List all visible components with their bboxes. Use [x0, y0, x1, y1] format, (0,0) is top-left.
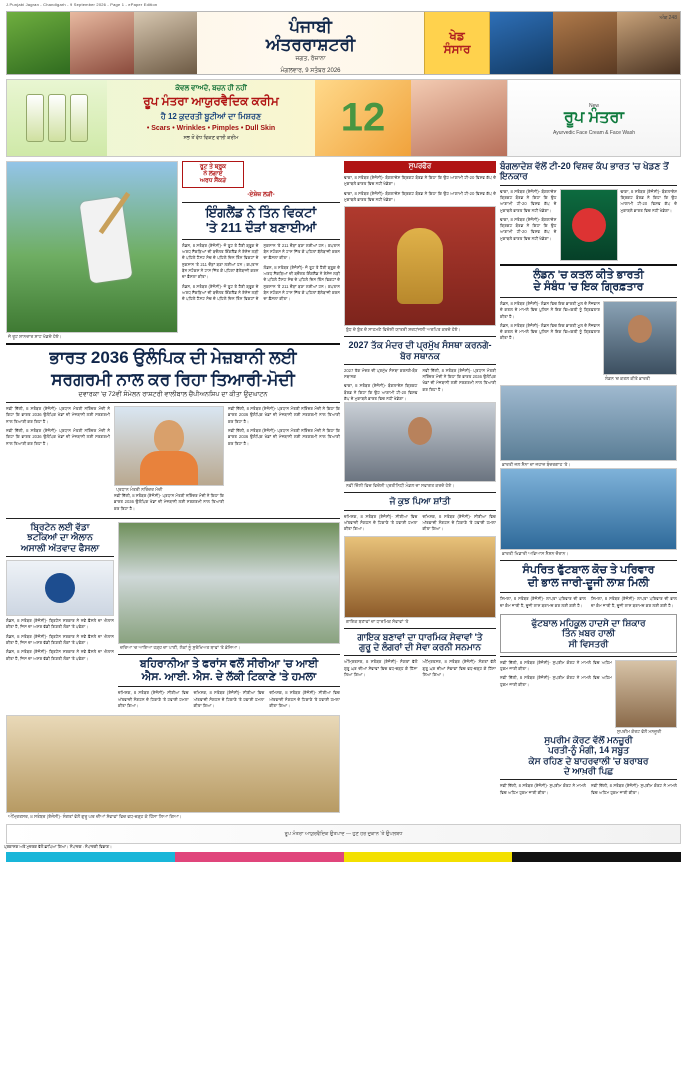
isi-side-para-2: ਦਮਿਸ਼ਕ, 8 ਸਤੰਬਰ (ਏਜੰਸੀ)- ਸੀਰੀਆ ਵਿਚ ਅੱਤਵਾਦੀ ਸੰਗਠਨ ਦੇ ਟਿਕਾਣੇ 'ਤੇ ਹਵਾਈ ਹਮਲਾ ਕੀਤਾ ਗਿਆ।	[422, 513, 496, 532]
main-headline-2[interactable]: ਸਰਗਰਮੀ ਨਾਲ ਕਰ ਰਿਹਾ ਤਿਆਰੀ-ਮੋਦੀ	[51, 369, 295, 389]
family-sub-1: ਫੁੱਟਬਾਲ ਮਹਿਕੂਲ ਹਾਦਸੇ ਦਾ ਸ਼ਿਕਾਰ	[531, 617, 646, 628]
britain-headline-2[interactable]: ਝਟਕਿਆਂ ਦਾ ਐਲਾਨ	[27, 532, 93, 543]
isi-side-para-1: ਦਮਿਸ਼ਕ, 8 ਸਤੰਬਰ (ਏਜੰਸੀ)- ਸੀਰੀਆ ਵਿਚ ਅੱਤਵਾਦੀ ਸੰਗਠਨ ਦੇ ਟਿਕਾਣੇ 'ਤੇ ਹਵਾਈ ਹਮਲਾ ਕੀਤਾ ਗਿਆ।	[344, 513, 418, 532]
tube-2	[48, 94, 66, 142]
bangladesh-headline[interactable]: ਬੰਗਲਾਦੇਸ਼ ਵੱਲੋਂ ਟੀ-20 ਵਿਸ਼ਵ ਕੱਪ ਭਾਰਤ 'ਚ ਖੇਡਣ ਤੋਂ ਇਨਕਾਰ	[500, 161, 669, 182]
river-block	[118, 522, 340, 712]
lead-sport-kicker: -ਏਸ਼ੇਜ਼ ਲੜੀ-	[247, 192, 275, 198]
official-portrait-photo	[344, 402, 496, 482]
official-head-shape	[408, 417, 432, 445]
britain-para-2: ਲੰਡਨ, 8 ਸਤੰਬਰ (ਏਜੰਸੀ)- ਬ੍ਰਿਟੇਨ ਸਰਕਾਰ ਨੇ ਨਵੇਂ ਫ਼ੈਸਲੇ ਦਾ ਐਲਾਨ ਕੀਤਾ ਹੈ, ਜਿਸ ਦਾ ਅਸਰ ਵੱਡੀ ਗਿਣਤੀ ਲੋਕਾਂ 'ਤੇ ਪਵੇਗਾ।	[6, 633, 114, 645]
modi-photo	[114, 406, 224, 486]
buddha-para-2: ਢਾਕਾ, 8 ਸਤੰਬਰ (ਏਜੰਸੀ)- ਬੰਗਲਾਦੇਸ਼ ਕ੍ਰਿਕਟ ਬੋਰਡ ਨੇ ਕਿਹਾ ਕਿ ਉਹ ਆਗਾਮੀ ਟੀ-20 ਵਿਸ਼ਵ ਕੱਪ ਦੇ ਮੁਕਾਬਲੇ ਭਾਰਤ ਵਿਚ ਨਹੀਂ ਖੇਡੇਗਾ।	[344, 383, 418, 402]
ad-herbs-image	[315, 80, 411, 156]
lead-sport-tag	[182, 161, 244, 188]
gurudwara-body	[344, 659, 496, 681]
modi-body-shape	[140, 451, 198, 485]
bangladesh-body-wrap	[500, 189, 677, 261]
fam-para-2: ਸ਼ਿਮਲਾ, 8 ਸਤੰਬਰ (ਏਜੰਸੀ)- ਲਾਪਤਾ ਪਰਿਵਾਰ ਦੀ ਭਾਲ ਦਾ ਕੰਮ ਜਾਰੀ ਹੈ, ਦੂਜੀ ਲਾਸ਼ ਬਰਾਮਦ ਕਰ ਲਈ ਗਈ ਹੈ।	[591, 596, 677, 608]
main-para-4: ਨਵੀਂ ਦਿੱਲੀ, 8 ਸਤੰਬਰ (ਏਜੰਸੀ)- ਪ੍ਰਧਾਨ ਮੰਤਰੀ ਨਰਿੰਦਰ ਮੋਦੀ ਨੇ ਕਿਹਾ ਕਿ ਭਾਰਤ 2036 ਉਲੰਪਿਕ ਖੇਡਾਂ ਦੀ ਮੇਜ਼ਬਾਨੀ ਲਈ ਸਰਗਰਮੀ ਨਾਲ ਤਿਆਰੀ ਕਰ ਰਿਹਾ ਹੈ।	[228, 406, 340, 424]
ad-copy	[107, 80, 315, 156]
logo-circle-icon	[45, 573, 75, 603]
ld-para-1: ਲੰਡਨ, 8 ਸਤੰਬਰ (ਏਜੰਸੀ)- ਲੰਡਨ ਵਿਚ ਇਕ ਭਾਰਤੀ ਮੂਲ ਦੇ ਨੌਜਵਾਨ ਦੇ ਕਤਲ ਦੇ ਮਾਮਲੇ ਵਿਚ ਪੁਲਿਸ ਨੇ ਇਕ ਵਿਅਕਤੀ ਨੂੰ ਗ੍ਰਿਫ਼ਤਾਰ ਕੀਤਾ ਹੈ।	[500, 300, 600, 319]
top-advertisement[interactable]	[6, 79, 681, 157]
ld-para-2: ਲੰਡਨ, 8 ਸਤੰਬਰ (ਏਜੰਸੀ)- ਲੰਡਨ ਵਿਚ ਇਕ ਭਾਰਤੀ ਮੂਲ ਦੇ ਨੌਜਵਾਨ ਦੇ ਕਤਲ ਦੇ ਮਾਮਲੇ ਵਿਚ ਪੁਲਿਸ ਨੇ ਇਕ ਵਿਅਕਤੀ ਨੂੰ ਗ੍ਰਿਫ਼ਤਾਰ ਕੀਤਾ ਹੈ।	[500, 322, 600, 341]
masthead	[6, 11, 681, 75]
sikh-leaders-caption: ਗਾਇਕ ਬਣਾਵਾਂ ਦਾ ਧਾਰਮਿਕ ਸੇਵਾਵਾਂ 'ਤੇ	[346, 618, 409, 624]
navy-ship-caption: ਭਾਰਤੀ ਜਲ ਸੈਨਾ ਦਾ ਜਹਾਜ਼ ਬੰਦਰਗਾਹ 'ਤੇ।	[502, 461, 571, 467]
bd-para-2: ਢਾਕਾ, 8 ਸਤੰਬਰ (ਏਜੰਸੀ)- ਬੰਗਲਾਦੇਸ਼ ਕ੍ਰਿਕਟ ਬੋਰਡ ਨੇ ਕਿਹਾ ਕਿ ਉਹ ਆਗਾਮੀ ਟੀ-20 ਵਿਸ਼ਵ ਕੱਪ ਦੇ ਮੁਕਾਬਲੇ ਭਾਰਤ ਵਿਚ ਨਹੀਂ ਖੇਡੇਗਾ।	[500, 216, 557, 241]
bottom-right-headline-4[interactable]: ਦੇ ਆਖ਼ਰੀ ਪਿਛ	[563, 765, 614, 776]
color-registration-bar	[6, 852, 681, 862]
masthead-date: ਮੰਗਲਵਾਰ, 9 ਸਤੰਬਰ 2026	[280, 67, 341, 74]
bottom-right-photo-wrap	[615, 660, 677, 735]
sikh-leaders-photo	[344, 536, 496, 618]
cricket-photo-caption: ਜੋ ਰੂਟ ਸ਼ਾਨਦਾਰ ਸ਼ਾਟ ਖੇਡਦੇ ਹੋਏ।	[8, 334, 62, 339]
khed-line1: ਖੇਡ	[449, 28, 465, 43]
tag-line-2: ਨੇ ਲਗਾਏ	[203, 171, 223, 177]
family-headline-2[interactable]: ਦੀ ਭਾਲ ਜਾਰੀ-ਦੂਜੀ ਲਾਸ਼ ਮਿਲੀ	[527, 576, 650, 589]
britain-headline-3[interactable]: ਅਸਾਲੀ ਅੱਤਵਾਦ ਫੈਸਲਾ	[20, 542, 100, 553]
family-sub-3: ਸੀ ਵਿਸਤਰੀ	[568, 638, 609, 649]
buddha-figure	[397, 228, 443, 304]
buddha-statue-photo	[344, 206, 496, 326]
sports-strip-badge-1: ਸੁਪਰਫੋਰ	[408, 163, 432, 170]
court-portrait-photo	[615, 660, 677, 728]
bottom-right-body	[500, 660, 612, 735]
bottom-right-headline-3[interactable]: ਕੇਸ ਰਹਿਣ ਦੇ ਬਾਹਰਵਾਲੀ 'ਚ ਬਰਾਬਰ	[528, 755, 649, 766]
bottom-right-headline-1[interactable]: ਸੁਪਰੀਮ ਕੋਰਟ ਵੱਲੋਂ ਮਨਜ਼ੂਰੀ	[544, 734, 633, 745]
family-sub-2: ਤਿੰਨ ਖ਼ਬਰ ਹਾਲੀ	[561, 628, 616, 639]
buddha-headline[interactable]: 2027 ਤੱਕ ਮੰਦਰ ਦੀ ਪ੍ਰਮੁੱਖ ਸੰਸਥਾ ਕਰਨਗੇ-ਬੋਰ ਸਥਾਨਕ	[348, 340, 492, 361]
bangladesh-text	[500, 161, 677, 182]
br-para-1: ਨਵੀਂ ਦਿੱਲੀ, 8 ਸਤੰਬਰ (ਏਜੰਸੀ)- ਸੁਪਰੀਮ ਕੋਰਟ ਨੇ ਮਾਮਲੇ ਵਿਚ ਅਹਿਮ ਹੁਕਮ ਜਾਰੀ ਕੀਤਾ।	[500, 659, 612, 672]
masthead-photo-4	[490, 12, 553, 74]
main-para-5: ਨਵੀਂ ਦਿੱਲੀ, 8 ਸਤੰਬਰ (ਏਜੰਸੀ)- ਪ੍ਰਧਾਨ ਮੰਤਰੀ ਨਰਿੰਦਰ ਮੋਦੀ ਨੇ ਕਿਹਾ ਕਿ ਭਾਰਤ 2036 ਉਲੰਪਿਕ ਖੇਡਾਂ ਦੀ ਮੇਜ਼ਬਾਨੀ ਲਈ ਸਰਗਰਮੀ ਨਾਲ ਤਿਆਰੀ ਕਰ ਰਿਹਾ ਹੈ।	[228, 427, 340, 446]
tag-line-3: ਅਰਧ ਸੈਂਕੜੇ	[199, 178, 227, 184]
modi-head-shape	[154, 420, 184, 454]
lead-sport-photo-wrap	[6, 161, 178, 340]
bangladesh-flag-icon	[572, 208, 606, 242]
isi-headline-1[interactable]: ਬਹਿਰਾਨੀਆ ਤੇ ਫਰਾਂਸ ਵਲੋਂ ਸੀਰੀਆ 'ਚ ਆਈ	[139, 657, 319, 670]
lead-sport-headline-1[interactable]: ਇੰਗਲੈਂਡ ਨੇ ਤਿੰਨ ਵਿਕਟਾਂ	[205, 205, 317, 220]
main-body-col-3	[228, 406, 340, 515]
bangladesh-body-col2	[621, 189, 678, 261]
color-bar-cyan	[6, 852, 175, 862]
ad-line-2: ਰੂਪ ਮੰਤਰਾ ਆਯੁਰਵੈਦਿਕ ਕਰੀਮ	[143, 94, 279, 108]
buddha-para-1: 2027 ਤੱਕ ਮੰਦਰ ਦੀ ਪ੍ਰਮੁੱਖ ਸੰਸਥਾ ਕਰਨਗੇ-ਬੋਰ ਸਥਾਨਕ	[344, 367, 418, 380]
lead-sport-para-3: ਲੰਡਨ, 8 ਸਤੰਬਰ (ਏਜੰਸੀ)- ਜੋ ਰੂਟ ਤੇ ਹੈਰੀ ਬ੍ਰੂਕ ਦੇ ਅਰਧ ਸੈਂਕੜਿਆਂ ਦੀ ਬਦੌਲਤ ਇੰਗਲੈਂਡ ਨੇ ਏਸ਼ੇਜ਼ ਲੜੀ ਦੇ ਪਹਿਲੇ ਟੈਸਟ ਮੈਚ ਦੇ ਪਹਿਲੇ ਦਿਨ ਤਿੰਨ ਵਿਕਟਾਂ ਦੇ ਨੁਕਸਾਨ 'ਤੇ 211 ਦੌੜਾਂ ਬਣਾ ਲਈਆਂ ਹਨ। ਕਪਤਾਨ ਬੇਨ ਸਟੋਕਸ ਨੇ ਟਾਸ ਜਿੱਤ ਕੇ ਪਹਿਲਾਂ ਬੱਲੇਬਾਜ਼ੀ ਕਰਨ ਦਾ ਫ਼ੈਸਲਾ ਕੀਤਾ।	[263, 264, 341, 302]
isi-para-1: ਦਮਿਸ਼ਕ, 8 ਸਤੰਬਰ (ਏਜੰਸੀ)- ਸੀਰੀਆ ਵਿਚ ਅੱਤਵਾਦੀ ਸੰਗਠਨ ਦੇ ਟਿਕਾਣੇ 'ਤੇ ਹਵਾਈ ਹਮਲਾ ਕੀਤਾ ਗਿਆ।	[118, 690, 189, 708]
bd-para-3: ਢਾਕਾ, 8 ਸਤੰਬਰ (ਏਜੰਸੀ)- ਬੰਗਲਾਦੇਸ਼ ਕ੍ਰਿਕਟ ਬੋਰਡ ਨੇ ਕਿਹਾ ਕਿ ਉਹ ਆਗਾਮੀ ਟੀ-20 ਵਿਸ਼ਵ ਕੱਪ ਦੇ ਮੁਕਾਬਲੇ ਭਾਰਤ ਵਿਚ ਨਹੀਂ ਖੇਡੇਗਾ।	[620, 188, 677, 213]
sports-strip-banner	[344, 161, 496, 173]
sports-strip-para-1: ਢਾਕਾ, 8 ਸਤੰਬਰ (ਏਜੰਸੀ)- ਬੰਗਲਾਦੇਸ਼ ਕ੍ਰਿਕਟ ਬੋਰਡ ਨੇ ਕਿਹਾ ਕਿ ਉਹ ਆਗਾਮੀ ਟੀ-20 ਵਿਸ਼ਵ ਕੱਪ ਦੇ ਮੁਕਾਬਲੇ ਭਾਰਤ ਵਿਚ ਨਹੀਂ ਖੇਡੇਗਾ।	[344, 175, 496, 187]
lead-sport-body	[182, 243, 340, 304]
masthead-left-photos	[7, 12, 197, 74]
suspect-photo	[603, 301, 677, 375]
isi-body	[118, 690, 340, 712]
masthead-photo-1	[7, 12, 70, 74]
court-portrait-caption: ਸੁਪਰੀਮ ਕੋਰਟ ਵੱਲੋਂ ਮਨਜ਼ੂਰੀ	[617, 728, 662, 734]
fam-para-1: ਸ਼ਿਮਲਾ, 8 ਸਤੰਬਰ (ਏਜੰਸੀ)- ਲਾਪਤਾ ਪਰਿਵਾਰ ਦੀ ਭਾਲ ਦਾ ਕੰਮ ਜਾਰੀ ਹੈ, ਦੂਜੀ ਲਾਸ਼ ਬਰਾਮਦ ਕਰ ਲਈ ਗਈ ਹੈ।	[500, 596, 586, 608]
color-bar-magenta	[175, 852, 344, 862]
ad-number-badge: 12	[340, 95, 386, 140]
bd-para-1: ਢਾਕਾ, 8 ਸਤੰਬਰ (ਏਜੰਸੀ)- ਬੰਗਲਾਦੇਸ਼ ਕ੍ਰਿਕਟ ਬੋਰਡ ਨੇ ਕਿਹਾ ਕਿ ਉਹ ਆਗਾਮੀ ਟੀ-20 ਵਿਸ਼ਵ ਕੱਪ ਦੇ ਮੁਕਾਬਲੇ ਭਾਰਤ ਵਿਚ ਨਹੀਂ ਖੇਡੇਗਾ।	[500, 188, 557, 213]
gurudwara-para-2: ਅੰਮ੍ਰਿਤਸਰ, 8 ਸਤੰਬਰ (ਏਜੰਸੀ)- ਸੰਗਤਾਂ ਵੱਲੋਂ ਗੁਰੂ ਘਰ ਦੀਆਂ ਸੇਵਾਵਾਂ ਵਿਚ ਵਧ-ਚੜ੍ਹ ਕੇ ਹਿੱਸਾ ਲਿਆ ਗਿਆ।	[422, 659, 496, 677]
london-body-col1	[500, 301, 600, 382]
masthead-photo-2	[70, 12, 133, 74]
ad-brand-name: ਰੂਪ ਮੰਤਰਾ	[564, 109, 624, 126]
color-bar-yellow	[344, 852, 513, 862]
britain-headline-1[interactable]: ਬ੍ਰਿਟੇਨ ਲਈ ਵੱਡਾ	[30, 521, 90, 532]
london-body-wrap	[500, 301, 677, 382]
river-photo-caption: ਦਰਿਆ 'ਚ ਆਇਆ ਹੜ੍ਹ ਦਾ ਪਾਣੀ, ਲੋਕਾਂ ਨੂੰ ਸੁਰੱਖਿਅਤ ਥਾਵਾਂ 'ਤੇ ਭੇਜਿਆ।	[120, 644, 241, 650]
org-logo-photo	[6, 560, 114, 616]
bottom-right-block	[500, 660, 677, 735]
lead-sport-headline-2[interactable]: 'ਤੇ 211 ਦੌੜਾਂ ਬਣਾਈਆਂ	[205, 219, 317, 235]
britain-story	[6, 522, 114, 712]
tube-3	[70, 94, 88, 142]
gurudwara-headline-1[interactable]: ਗਾਇਕ ਬਣਾਵਾਂ ਦਾ ਧਾਰਮਿਕ ਸੇਵਾਵਾਂ 'ਤੇ	[357, 631, 483, 642]
bangladesh-crest-photo	[560, 189, 618, 261]
br-para-2: ਨਵੀਂ ਦਿੱਲੀ, 8 ਸਤੰਬਰ (ਏਜੰਸੀ)- ਸੁਪਰੀਮ ਕੋਰਟ ਨੇ ਮਾਮਲੇ ਵਿਚ ਅਹਿਮ ਹੁਕਮ ਜਾਰੀ ਕੀਤਾ।	[500, 675, 612, 687]
suspect-head-shape	[628, 315, 652, 343]
lead-sport-text	[182, 161, 340, 340]
br-para-3: ਨਵੀਂ ਦਿੱਲੀ, 8 ਸਤੰਬਰ (ਏਜੰਸੀ)- ਸੁਪਰੀਮ ਕੋਰਟ ਨੇ ਮਾਮਲੇ ਵਿਚ ਅਹਿਮ ਹੁਕਮ ਜਾਰੀ ਕੀਤਾ।	[500, 783, 586, 795]
ad-brand-subtitle: Ayurvedic Face Cream & Face Wash	[553, 130, 635, 136]
ad-brand-block	[507, 80, 680, 156]
masthead-title-line2: ਅੰਤਰਰਾਸ਼ਟਰੀ	[265, 34, 356, 54]
tube-1	[26, 94, 44, 142]
modi-photo-caption: ਪ੍ਰਧਾਨ ਮੰਤਰੀ ਨਰਿੰਦਰ ਮੋਦੀ	[116, 487, 163, 493]
britain-body	[6, 618, 114, 662]
tag-line-1: ਰੂਟ ਤੇ ਬ੍ਰੂਕ	[199, 164, 227, 170]
lead-sport-block	[6, 161, 340, 340]
suspect-photo-caption: ਲੰਡਨ 'ਚ ਕਤਲ ਕੀਤੇ ਭਾਰਤੀ	[605, 375, 651, 381]
main-para-3: ਨਵੀਂ ਦਿੱਲੀ, 8 ਸਤੰਬਰ (ਏਜੰਸੀ)- ਪ੍ਰਧਾਨ ਮੰਤਰੀ ਨਰਿੰਦਰ ਮੋਦੀ ਨੇ ਕਿਹਾ ਕਿ ਭਾਰਤ 2036 ਉਲੰਪਿਕ ਖੇਡਾਂ ਦੀ ਮੇਜ਼ਬਾਨੀ ਲਈ ਸਰਗਰਮੀ ਨਾਲ ਤਿਆਰੀ ਕਰ ਰਿਹਾ ਹੈ।	[114, 493, 224, 511]
lead-sport-para-1: ਲੰਡਨ, 8 ਸਤੰਬਰ (ਏਜੰਸੀ)- ਜੋ ਰੂਟ ਤੇ ਹੈਰੀ ਬ੍ਰੂਕ ਦੇ ਅਰਧ ਸੈਂਕੜਿਆਂ ਦੀ ਬਦੌਲਤ ਇੰਗਲੈਂਡ ਨੇ ਏਸ਼ੇਜ਼ ਲੜੀ ਦੇ ਪਹਿਲੇ ਟੈਸਟ ਮੈਚ ਦੇ ਪਹਿਲੇ ਦਿਨ ਤਿੰਨ ਵਿਕਟਾਂ ਦੇ ਨੁਕਸਾਨ 'ਤੇ 211 ਦੌੜਾਂ ਬਣਾ ਲਈਆਂ ਹਨ। ਕਪਤਾਨ ਬੇਨ ਸਟੋਕਸ ਨੇ ਟਾਸ ਜਿੱਤ ਕੇ ਪਹਿਲਾਂ ਬੱਲੇਬਾਜ਼ੀ ਕਰਨ ਦਾ ਫ਼ੈਸਲਾ ਕੀਤਾ।	[182, 242, 259, 280]
cheque-presentation-photo	[6, 715, 340, 813]
navy-ship-photo	[500, 385, 677, 461]
masthead-right-photos	[490, 12, 680, 74]
epaper-micro-header: J.Punjabi Jagran - Chandigarh - 9 September 2026 - Page 1 - ePaper Edition	[6, 2, 158, 7]
main-story	[6, 348, 340, 515]
isi-para-2: ਦਮਿਸ਼ਕ, 8 ਸਤੰਬਰ (ਏਜੰਸੀ)- ਸੀਰੀਆ ਵਿਚ ਅੱਤਵਾਦੀ ਸੰਗਠਨ ਦੇ ਟਿਕਾਣੇ 'ਤੇ ਹਵਾਈ ਹਮਲਾ ਕੀਤਾ ਗਿਆ।	[193, 690, 265, 708]
cricketer-caption: ਭਾਰਤੀ ਖਿਡਾਰੀ ਅਭਿਆਸ ਸੈਸ਼ਨ ਦੌਰਾਨ।	[502, 550, 569, 556]
cricket-photo	[6, 161, 178, 333]
isi-headline-2[interactable]: ਐਸ. ਆਈ. ਐਸ. ਦੇ ਲੱਕੀ ਟਿਕਾਣੇ 'ਤੇ ਹਮਲਾ	[141, 670, 317, 683]
masthead-edition-note: ਅੰਕ 248	[659, 15, 677, 21]
masthead-photo-5	[553, 12, 616, 74]
color-bar-black	[512, 852, 681, 862]
main-subhead: ਦਵਾਰਕਾ 'ਚ 72ਵੀਂ ਸੰਮੇਲਨ ਰਾਸ਼ਟਰੀ ਵਾਲੀਬਾਲ ਚੈਂਪੀਅਨਸ਼ਿਪ ਦਾ ਕੀਤਾ ਉਦਘਾਟਨ	[78, 391, 268, 399]
bangladesh-body-col1	[500, 189, 557, 261]
isi-side-body	[344, 514, 496, 536]
buddha-para-3: ਨਵੀਂ ਦਿੱਲੀ, 8 ਸਤੰਬਰ (ਏਜੰਸੀ)- ਪ੍ਰਧਾਨ ਮੰਤਰੀ ਨਰਿੰਦਰ ਮੋਦੀ ਨੇ ਕਿਹਾ ਕਿ ਭਾਰਤ 2036 ਉਲੰਪਿਕ ਖੇਡਾਂ ਦੀ ਮੇਜ਼ਬਾਨੀ ਲਈ ਸਰਗਰਮੀ ਨਾਲ ਤਿਆਰੀ ਕਰ ਰਿਹਾ ਹੈ।	[422, 367, 496, 392]
gurudwara-para-1: ਅੰਮ੍ਰਿਤਸਰ, 8 ਸਤੰਬਰ (ਏਜੰਸੀ)- ਸੰਗਤਾਂ ਵੱਲੋਂ ਗੁਰੂ ਘਰ ਦੀਆਂ ਸੇਵਾਵਾਂ ਵਿਚ ਵਧ-ਚੜ੍ਹ ਕੇ ਹਿੱਸਾ ਲਿਆ ਗਿਆ।	[344, 659, 418, 677]
column-left	[6, 161, 340, 820]
ad-line-5: ਸਭ ਤੋਂ ਵੱਧ ਵਿਕਣ ਵਾਲੀ ਕਰੀਮ	[183, 134, 239, 141]
family-body	[500, 596, 677, 612]
ad-line-4: • Scars • Wrinkles • Pimples • Dull Skin	[146, 124, 276, 132]
masthead-title-line1: ਪੰਜਾਬੀ	[289, 17, 332, 36]
bottom-right-body-2	[500, 783, 677, 799]
family-subbox	[500, 614, 677, 653]
ad-line-1: ਕੇਵਲ ਵਾਅਦੇ, ਬਚਨ ਹੀ ਨਹੀਂ	[175, 85, 247, 92]
isi-para-3: ਦਮਿਸ਼ਕ, 8 ਸਤੰਬਰ (ਏਜੰਸੀ)- ਸੀਰੀਆ ਵਿਚ ਅੱਤਵਾਦੀ ਸੰਗਠਨ ਦੇ ਟਿਕਾਣੇ 'ਤੇ ਹਵਾਈ ਹਮਲਾ ਕੀਤਾ ਗਿਆ।	[269, 690, 340, 708]
masthead-center	[197, 12, 424, 74]
batsman-figure	[80, 197, 133, 284]
buddha-photo-caption: ਬੁੱਧ ਦੇ ਬੁੱਤ ਦੇ ਸਾਹਮਣੇ ਵਿਦੇਸ਼ੀ ਯਾਤਰੀ ਸ਼ਰਧਾਂਜਲੀ ਅਰਪਿਤ ਕਰਦੇ ਹੋਏ।	[346, 327, 461, 333]
london-headline-2[interactable]: ਦੇ ਸੰਬੰਧ 'ਚ ਇਕ ਗ੍ਰਿਫ਼ਤਾਰ	[533, 281, 644, 294]
britain-para-1: ਲੰਡਨ, 8 ਸਤੰਬਰ (ਏਜੰਸੀ)- ਬ੍ਰਿਟੇਨ ਸਰਕਾਰ ਨੇ ਨਵੇਂ ਫ਼ੈਸਲੇ ਦਾ ਐਲਾਨ ਕੀਤਾ ਹੈ, ਜਿਸ ਦਾ ਅਸਰ ਵੱਡੀ ਗਿਣਤੀ ਲੋਕਾਂ 'ਤੇ ਪਵੇਗਾ।	[6, 618, 114, 630]
cricketer-photo	[500, 468, 677, 550]
sports-section-flag	[424, 12, 490, 74]
bangladesh-block	[500, 161, 677, 182]
main-para-2: ਨਵੀਂ ਦਿੱਲੀ, 8 ਸਤੰਬਰ (ਏਜੰਸੀ)- ਪ੍ਰਧਾਨ ਮੰਤਰੀ ਨਰਿੰਦਰ ਮੋਦੀ ਨੇ ਕਿਹਾ ਕਿ ਭਾਰਤ 2036 ਉਲੰਪਿਕ ਖੇਡਾਂ ਦੀ ਮੇਜ਼ਬਾਨੀ ਲਈ ਸਰਗਰਮੀ ਨਾਲ ਤਿਆਰੀ ਕਰ ਰਿਹਾ ਹੈ।	[6, 427, 110, 446]
sports-strip-intro	[344, 175, 496, 203]
isi-side-headline[interactable]: ਜੋ ਕੁਝ ਪਿਆ ਸ਼ਾਂਤੀ	[389, 496, 451, 507]
britain-para-3: ਲੰਡਨ, 8 ਸਤੰਬਰ (ਏਜੰਸੀ)- ਬ੍ਰਿਟੇਨ ਸਰਕਾਰ ਨੇ ਨਵੇਂ ਫ਼ੈਸਲੇ ਦਾ ਐਲਾਨ ਕੀਤਾ ਹੈ, ਜਿਸ ਦਾ ਅਸਰ ਵੱਡੀ ਗਿਣਤੀ ਲੋਕਾਂ 'ਤੇ ਪਵੇਗਾ।	[6, 649, 114, 661]
london-photo-wrap	[603, 301, 677, 382]
gurudwara-headline-2[interactable]: ਗੁਰੂ ਦੇ ਲੰਗਰਾਂ ਦੀ ਸੇਵਾ ਕਰਨੀ ਸਨਮਾਨ	[359, 641, 481, 652]
main-headline-1[interactable]: ਭਾਰਤ 2036 ਉਲੰਪਿਕ ਦੀ ਮੇਜ਼ਬਾਨੀ ਲਈ	[49, 348, 297, 367]
main-story-body-wrap	[6, 406, 340, 515]
ad-line-3: ਹੈ 12 ਕੁਦਰਤੀ ਬੂਟੀਆਂ ਦਾ ਮਿਸ਼ਰਣ	[160, 111, 262, 121]
column-middle	[344, 161, 496, 820]
modi-photo-wrap	[114, 406, 224, 515]
bottom-advertisement[interactable]: ਰੂਪ ਮੰਤਰਾ ਆਯੁਰਵੈਦਿਕ ਉਤਪਾਦ — ਹੁਣ ਹਰ ਦੁਕਾਨ 'ਤੇ ਉਪਲਬਧ	[6, 824, 681, 844]
sports-strip-para-2: ਢਾਕਾ, 8 ਸਤੰਬਰ (ਏਜੰਸੀ)- ਬੰਗਲਾਦੇਸ਼ ਕ੍ਰਿਕਟ ਬੋਰਡ ਨੇ ਕਿਹਾ ਕਿ ਉਹ ਆਗਾਮੀ ਟੀ-20 ਵਿਸ਼ਵ ਕੱਪ ਦੇ ਮੁਕਾਬਲੇ ਭਾਰਤ ਵਿਚ ਨਹੀਂ ਖੇਡੇਗਾ।	[344, 190, 496, 202]
official-photo-caption: ਨਵੀਂ ਦਿੱਲੀ ਵਿਚ ਵਿਦੇਸ਼ੀ ਪ੍ਰਤੀਨਿਧੀ ਮੰਡਲ ਦਾ ਸਵਾਗਤ ਕਰਦੇ ਹੋਏ।	[346, 483, 455, 489]
ad-brand-tag: New	[588, 103, 599, 109]
river-flood-photo	[118, 522, 340, 644]
footer-note: ਪ੍ਰਕਾਸ਼ਕ ਅਤੇ ਮੁਦਰਕ ਵੱਲੋਂ ਛਾਪਿਆ ਗਿਆ। ਸੰਪਾਦਕ : ਸੰਪਾਦਕੀ ਵਿਭਾਗ।	[4, 844, 112, 850]
masthead-photo-3	[134, 12, 197, 74]
london-headline-1[interactable]: ਲੰਡਨ 'ਚ ਕਤਲ ਕੀਤੇ ਭਾਰਤੀ	[533, 268, 644, 281]
bottom-right-headline-2[interactable]: ਪਰਤੀ-ਨੂੰ ਮੰਗੀ, 14 ਸਬੂਤ	[548, 745, 629, 756]
lead-sport-para-2: ਲੰਡਨ, 8 ਸਤੰਬਰ (ਏਜੰਸੀ)- ਜੋ ਰੂਟ ਤੇ ਹੈਰੀ ਬ੍ਰੂਕ ਦੇ ਅਰਧ ਸੈਂਕੜਿਆਂ ਦੀ ਬਦੌਲਤ ਇੰਗਲੈਂਡ ਨੇ ਏਸ਼ੇਜ਼ ਲੜੀ ਦੇ ਪਹਿਲੇ ਟੈਸਟ ਮੈਚ ਦੇ ਪਹਿਲੇ ਦਿਨ ਤਿੰਨ ਵਿਕਟਾਂ ਦੇ ਨੁਕਸਾਨ 'ਤੇ 211 ਦੌੜਾਂ ਬਣਾ ਲਈਆਂ ਹਨ। ਕਪਤਾਨ ਬੇਨ ਸਟੋਕਸ ਨੇ ਟਾਸ ਜਿੱਤ ਕੇ ਪਹਿਲਾਂ ਬੱਲੇਬਾਜ਼ੀ ਕਰਨ ਦਾ ਫ਼ੈਸਲਾ ਕੀਤਾ।	[182, 242, 341, 302]
masthead-photo-6	[617, 12, 680, 74]
main-para-1: ਨਵੀਂ ਦਿੱਲੀ, 8 ਸਤੰਬਰ (ਏਜੰਸੀ)- ਪ੍ਰਧਾਨ ਮੰਤਰੀ ਨਰਿੰਦਰ ਮੋਦੀ ਨੇ ਕਿਹਾ ਕਿ ਭਾਰਤ 2036 ਉਲੰਪਿਕ ਖੇਡਾਂ ਦੀ ਮੇਜ਼ਬਾਨੀ ਲਈ ਸਰਗਰਮੀ ਨਾਲ ਤਿਆਰੀ ਕਰ ਰਿਹਾ ਹੈ।	[6, 406, 110, 424]
buddha-body	[344, 368, 496, 402]
left-lower-block	[6, 522, 340, 712]
masthead-subtitle: ਜਗਤ, ਰੋਜ਼ਾਨਾ	[295, 55, 326, 62]
khed-line2: ਸੰਸਾਰ	[443, 42, 471, 56]
family-headline-1[interactable]: ਸੰਪਰਿਤ ਫੁੱਟਬਾਲ ਕੋਚ ਤੇ ਪਰਿਵਾਰ	[522, 563, 655, 576]
main-body-col-2b	[114, 493, 224, 512]
page-body	[6, 161, 681, 820]
column-right	[500, 161, 677, 820]
ad-model-photo	[411, 80, 507, 156]
br-para-4: ਨਵੀਂ ਦਿੱਲੀ, 8 ਸਤੰਬਰ (ਏਜੰਸੀ)- ਸੁਪਰੀਮ ਕੋਰਟ ਨੇ ਮਾਮਲੇ ਵਿਚ ਅਹਿਮ ਹੁਕਮ ਜਾਰੀ ਕੀਤਾ।	[591, 783, 677, 795]
ad-product-tubes	[7, 80, 107, 156]
cheque-photo-caption: ਅੰਮ੍ਰਿਤਸਰ, 8 ਸਤੰਬਰ (ਏਜੰਸੀ)- ਸੰਗਤਾਂ ਵੱਲੋਂ ਗੁਰੂ ਘਰ ਦੀਆਂ ਸੇਵਾਵਾਂ ਵਿਚ ਵਧ-ਚੜ੍ਹ ਕੇ ਹਿੱਸਾ ਲਿਆ ਗਿਆ।	[8, 814, 182, 820]
main-body-col-1	[6, 406, 110, 515]
